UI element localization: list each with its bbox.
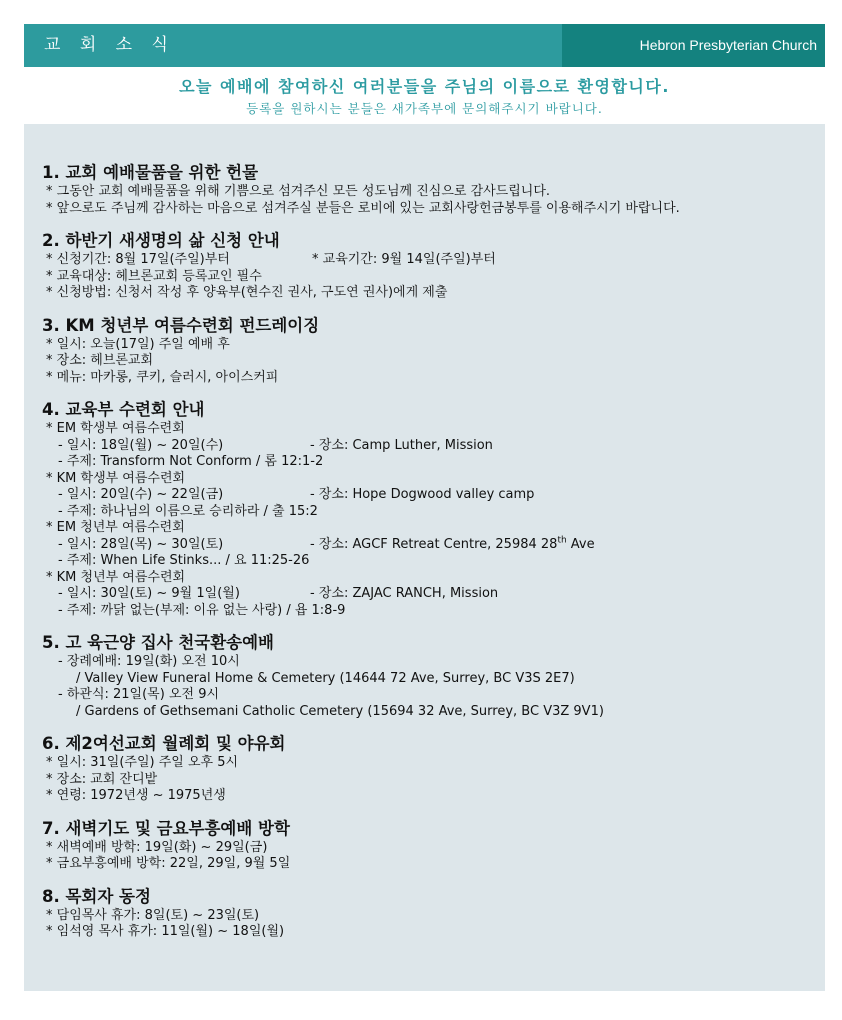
page-title: 교 회 소 식 [24, 24, 562, 67]
news-content [42, 162, 822, 954]
section-fundraising [42, 315, 822, 387]
section-title: 3. KM 청년부 여름수련회 펀드레이징 [42, 315, 320, 335]
retreat-date: - 일시: 20일(수) ~ 22일(금) [58, 487, 224, 502]
section-title: 5. 고 육근양 집사 천국환송예배 [42, 633, 274, 652]
retreat-theme: - 주제: Transform Not Conform / 롬 12:1-2 [58, 454, 324, 469]
church-name: Hebron Presbyterian Church [562, 24, 825, 67]
list-item: * 임석영 목사 휴가: 11일(월) ~ 18일(월) [46, 924, 285, 939]
list-item: * 신청방법: 신청서 작성 후 양육부(현수진 권사, 구도연 권사)에게 제출 [46, 285, 448, 300]
retreat-place-main: - 장소: AGCF Retreat Centre, 25984 28 [310, 536, 558, 552]
list-row [42, 487, 822, 504]
section-funeral [42, 632, 822, 720]
retreat-date: - 일시: 18일(월) ~ 20일(수) [58, 437, 224, 453]
section-title: 6. 제2여선교회 월례회 및 야유회 [42, 734, 286, 753]
list-item: * 교육대상: 헤브론교회 등록교인 필수 [46, 268, 262, 284]
section-offering [42, 162, 822, 217]
list-item: * 교육기간: 9월 14일(주일)부터 [312, 252, 496, 267]
list-item: * 일시: 오늘(17일) 주일 예배 후 [46, 336, 230, 352]
section-title: 4. 교육부 수련회 안내 [42, 400, 205, 419]
retreat-place: - 장소: Camp Luther, Mission [310, 437, 493, 453]
section-title: 8. 목회자 동정 [42, 886, 151, 906]
section-title: 7. 새벽기도 및 금요부흥예배 방학 [42, 818, 290, 838]
retreat-date: - 일시: 30일(토) ~ 9월 1일(월) [58, 586, 240, 601]
section-pastors [42, 886, 822, 941]
section-new-life [42, 230, 822, 302]
list-item: * 일시: 31일(주일) 주일 오후 5시 [46, 755, 239, 770]
list-row [42, 586, 822, 603]
ordinal-suffix: th [557, 535, 567, 546]
list-item: * 연령: 1972년생 ~ 1975년생 [46, 788, 226, 803]
section-womens-mission [42, 733, 822, 805]
list-row [42, 438, 822, 455]
list-item: * 그동안 교회 예배물품을 위해 기쁨으로 섬겨주신 모든 성도님께 진심으로 감사드립니다. [46, 184, 551, 199]
retreat-place-end: Ave [566, 536, 595, 552]
section-title: 2. 하반기 새생명의 삶 신청 안내 [42, 231, 280, 250]
retreat-theme: - 주제: 까닭 없는(부제: 이유 없는 사랑) / 욥 1:8-9 [58, 602, 346, 618]
list-item: * 메뉴: 마카롱, 쿠키, 슬러시, 아이스커피 [46, 369, 279, 385]
list-item: - 장례예배: 19일(화) 오전 10시 [58, 654, 240, 669]
retreat-theme: - 주제: When Life Stinks... / 요 11:25-26 [58, 553, 310, 568]
section-retreats [42, 399, 822, 619]
list-item: * 금요부흥예배 방학: 22일, 29일, 9월 5일 [46, 856, 291, 871]
list-item: / Gardens of Gethsemani Catholic Cemetery (15694 32 Ave, Surrey, BC V3Z 9V1) [76, 703, 604, 719]
retreat-place [310, 537, 595, 554]
retreat-place: - 장소: Hope Dogwood valley camp [310, 487, 535, 502]
list-row [42, 537, 822, 554]
retreat-place: - 장소: ZAJAC RANCH, Mission [310, 586, 499, 601]
list-item: * 담임목사 휴가: 8일(토) ~ 23일(토) [46, 907, 260, 923]
retreat-date: - 일시: 28일(목) ~ 30일(토) [58, 536, 224, 552]
section-prayer-break [42, 818, 822, 873]
list-item: * 새벽예배 방학: 19일(화) ~ 29일(금) [46, 839, 268, 855]
list-item: * 장소: 헤브론교회 [46, 353, 154, 368]
list-item: / Valley View Funeral Home & Cemetery (14644 72 Ave, Surrey, BC V3S 2E7) [76, 670, 575, 686]
section-title: 1. 교회 예배물품을 위한 헌물 [42, 163, 259, 182]
list-row [42, 252, 822, 269]
welcome-message: 오늘 예배에 참여하신 여러분들을 주님의 이름으로 환영합니다. [179, 77, 670, 96]
list-item: * 앞으로도 주님께 감사하는 마음으로 섬겨주실 분들은 로비에 있는 교회사랑헌금봉투를 이용해주시기 바랍니다. [46, 200, 680, 216]
header-bar [24, 24, 825, 67]
registration-note: 등록을 원하시는 분들은 새가족부에 문의해주시기 바랍니다. [246, 101, 603, 116]
retreat-theme: - 주제: 하나님의 이름으로 승리하라 / 출 15:2 [58, 503, 318, 519]
retreat-heading: * KM 청년부 여름수련회 [46, 569, 186, 585]
retreat-heading: * EM 학생부 여름수련회 [46, 421, 185, 436]
list-item: * 장소: 교회 잔디밭 [46, 771, 158, 787]
retreat-heading: * EM 청년부 여름수련회 [46, 520, 185, 535]
list-item: * 신청기간: 8월 17일(주일)부터 [46, 252, 230, 267]
list-item: - 하관식: 21일(목) 오전 9시 [58, 687, 220, 702]
retreat-heading: * KM 학생부 여름수련회 [46, 470, 186, 486]
